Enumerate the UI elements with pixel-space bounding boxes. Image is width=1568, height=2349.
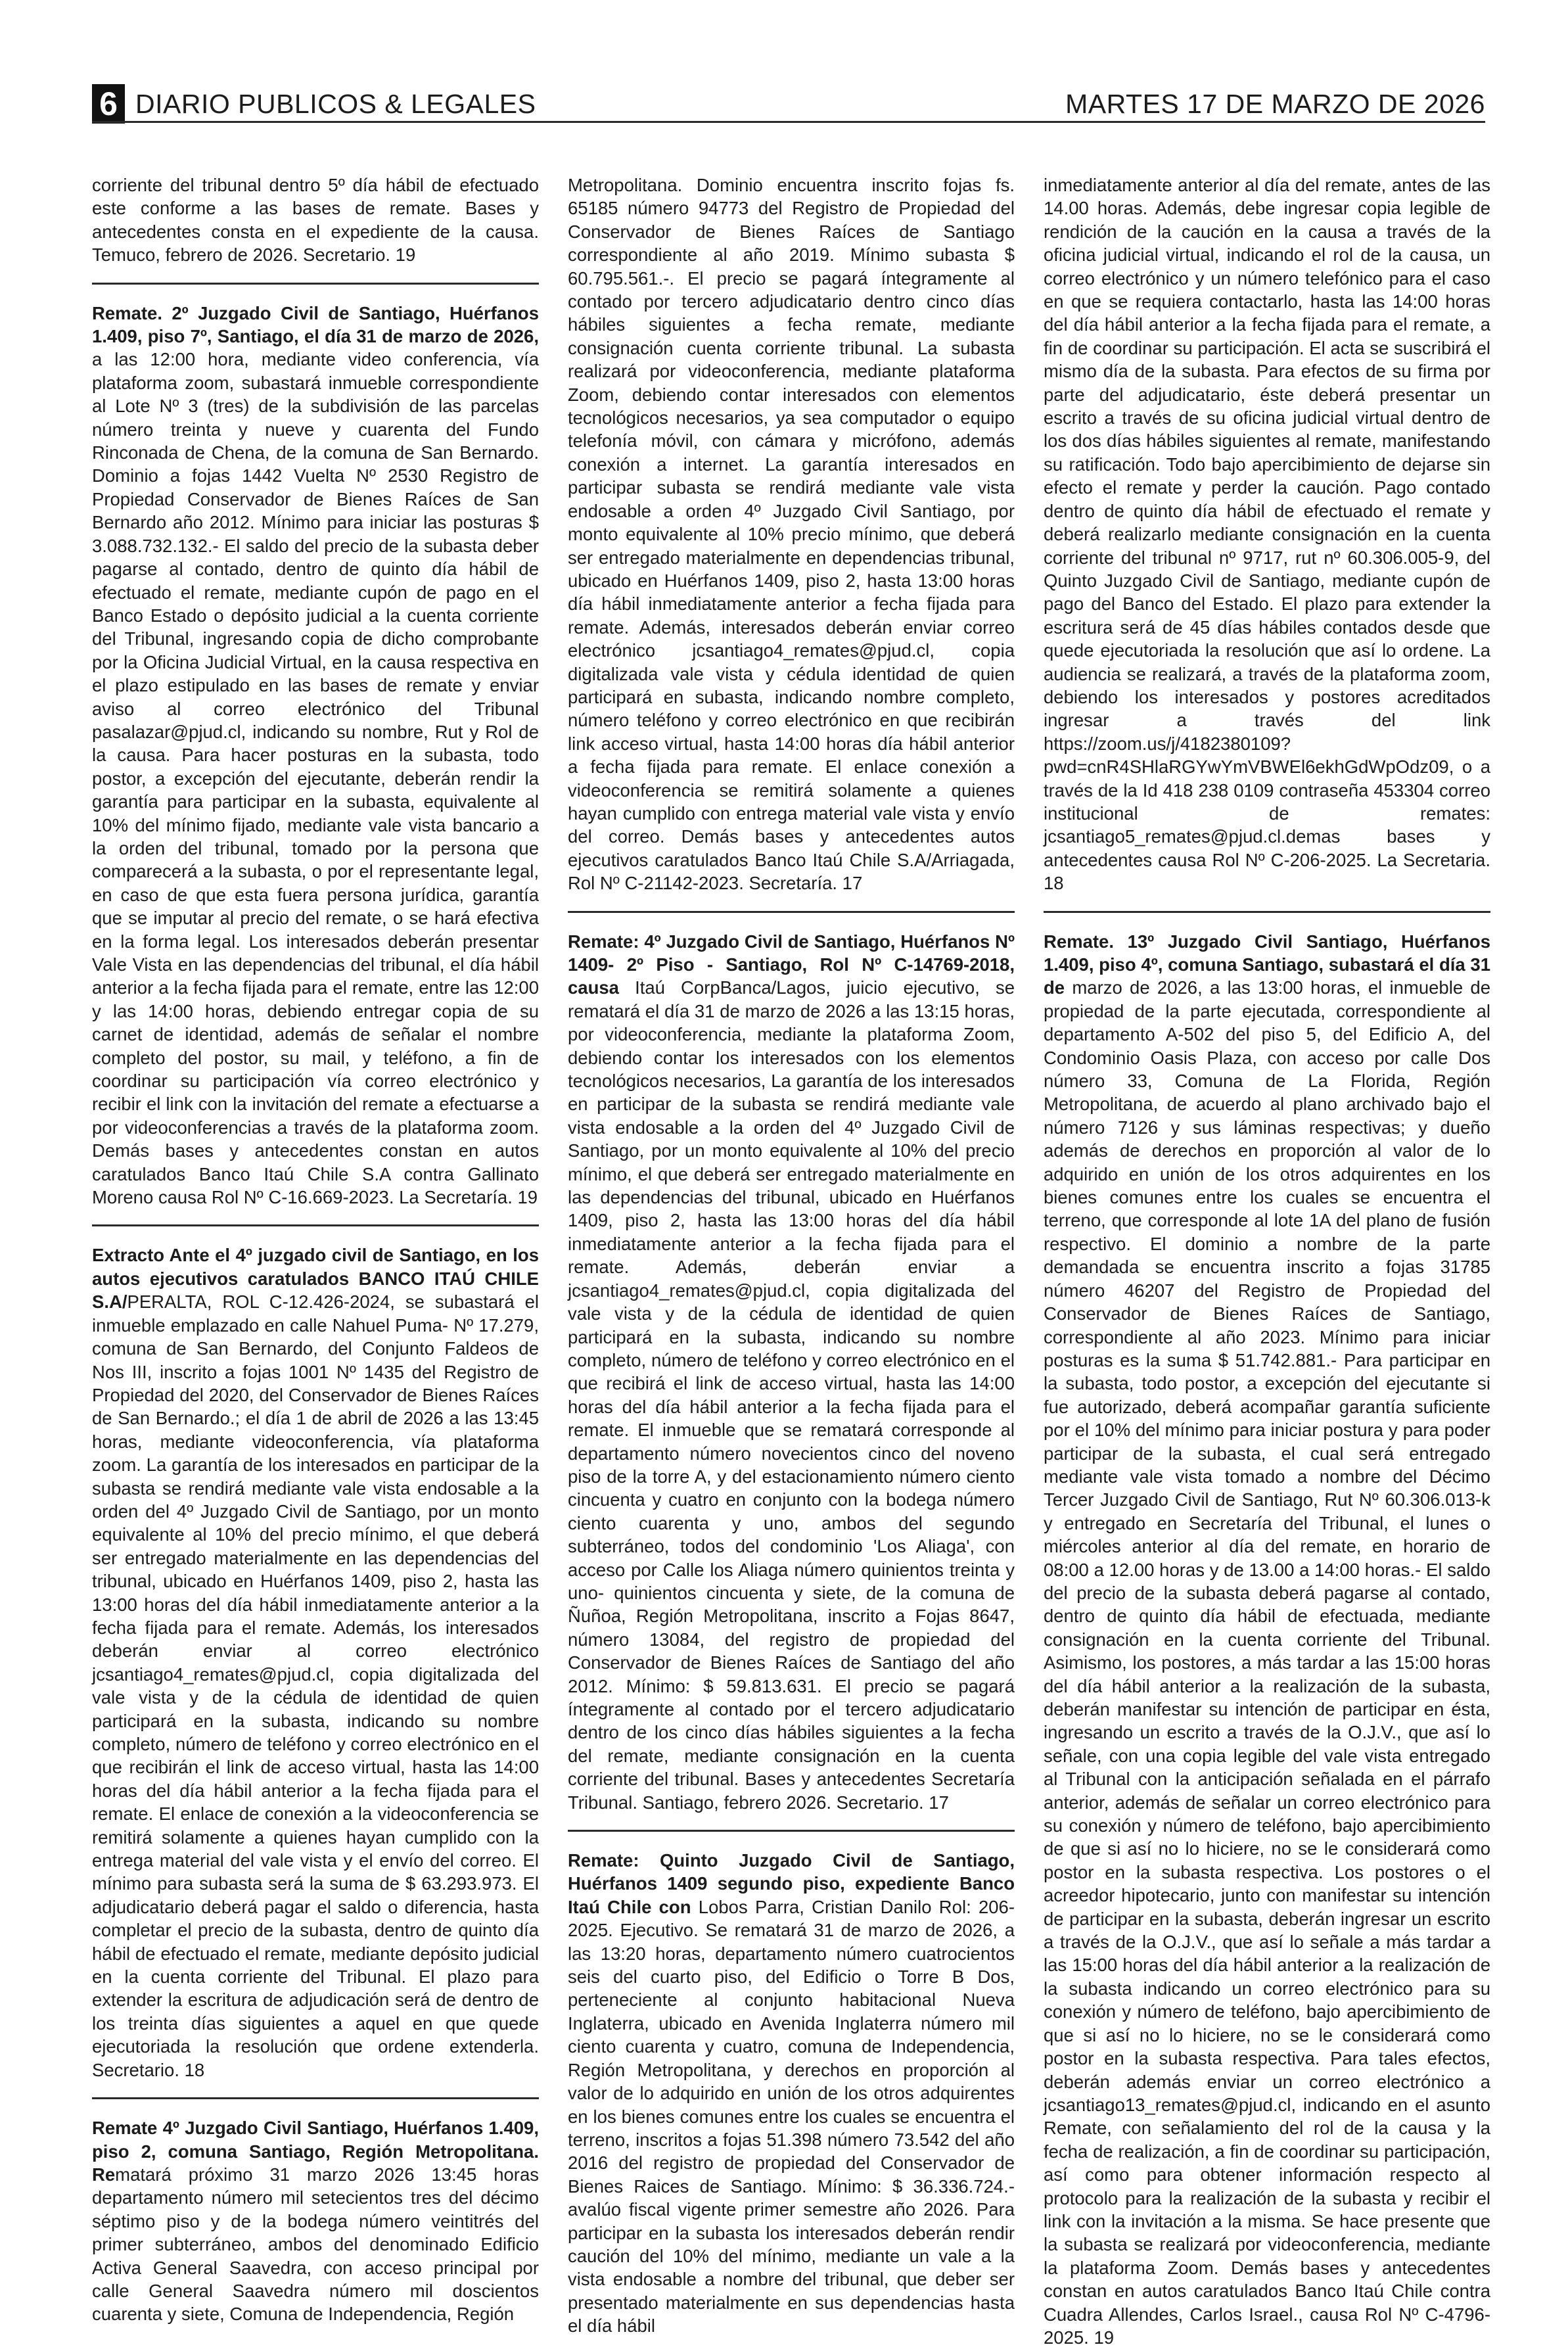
legal-notice bbox=[568, 1849, 1015, 2338]
column-1 bbox=[92, 174, 539, 2325]
notice-body: a las 12:00 hora, mediante video conferencia, vía plataforma zoom, subastará inmueble correspondiente al Lote Nº 3 (tres) de la subdivisión de las parcelas número treinta y nueve y cuarenta del Fundo Rinconada de Chena, de la comuna de San Bernardo. Dominio a fojas 1442 Vuelta Nº 2530 Registro de Propiedad Conservador de Bienes Raíces de San Bernardo año 2012. Mínimo para iniciar las posturas $ 3.088.732.132.- El saldo del precio de la subasta deber pagarse al contado, dentro de quinto día hábil de efectuado el remate, mediante cupón de pago en el Banco Estado o depósito judicial a la cuenta corriente del Tribunal, ingresando copia de dicho comprobante por la Oficina Judicial Virtual, en la causa respectiva en el plazo estipulado en las bases de remate y enviar aviso al correo electrónico del Tribunal pasalazar@pjud.cl, indicando su nombre, Rut y Rol de la causa. Para hacer posturas en la subasta, todo postor, a excepción del ejecutante, deberán rendir la garantía para participar en la subasta, equivalente al 10% del mínimo fijado, mediante vale vista bancario a la orden del tribunal, tomado por la persona que comparecerá a la subasta, o por el representante legal, en caso de que esta fuera persona jurídica, garantía que se imputar al precio del remate, o se hará efectiva en la forma legal. Los interesados deberán presentar Vale Vista en las dependencias del tribunal, el día hábil anterior a la fecha fijada para el remate, entre las 12:00 y las 14:00 horas, debiendo entregar copia de su carnet de identidad, además de señalar el nombre completo del postor, su mail, y teléfono, a fin de coordinar su participación vía correo electrónico y recibir el link con la invitación del remate a efectuarse a por videoconferencias a través de la plataforma zoom. Demás bases y antecedentes constan en autos caratulados Banco Itaú Chile S.A contra Gallinato Moreno causa Rol Nº C-16.669-2023. La Secretaría. 19 bbox=[92, 349, 539, 1208]
notice-heading: Remate: Quinto Juzgado Civil de Santiago, Huérfanos 1409 segundo piso, expediente Banco Itaú Chile con bbox=[568, 1850, 1015, 1917]
legal-notice bbox=[1044, 930, 1490, 2349]
legal-notice bbox=[1044, 174, 1490, 895]
legal-notice bbox=[92, 1244, 539, 2082]
legal-notice bbox=[92, 174, 539, 267]
legal-notice bbox=[568, 930, 1015, 1814]
notice-heading: Remate. 13º Juzgado Civil Santiago, Huérfanos 1.409, piso 4º, comuna Santiago, subastará el día 31 de bbox=[1044, 931, 1490, 998]
notice-body: Lobos Parra, Cristian Danilo Rol: 206-2025. Ejecutivo. Se rematará 31 de marzo de 2026, a las 13:20 horas, departamento número cuatrocientos seis del cuarto piso, del Edificio o Torre B Dos, perteneciente al conjunto habitacional Nueva Inglaterra, ubicado en Avenida Inglaterra número mil ciento cuarenta y cuatro, comuna de Independencia, Región Metropolitana, y derechos en proporción al valor de lo adquirido en unión de los otros adquirentes en los bienes comunes entre los cuales se encuentra el terreno, inscritos a fojas 51.398 número 73.542 del año 2016 del registro de propiedad del Conservador de Bienes Raices de Santiago. Mínimo: $ 36.336.724.- avalúo fiscal vigente primer semestre año 2026. Para participar en la subasta los interesados deberán rendir caución del 10% del mínimo, mediante un vale a la vista endosable a nombre del tribunal, que deber ser presentado materialmente en sus dependencias hasta el día hábil bbox=[568, 1896, 1015, 2337]
notice-body: marzo de 2026, a las 13:00 horas, el inmueble de propiedad de la parte ejecutada, correspondiente al departamento A-502 del piso 5, del Edificio A, del Condominio Oasis Plaza, con acceso por calle Dos número 33, Comuna de La Florida, Región Metropolitana, de acuerdo al plano archivado bajo el número 7126 y sus láminas respectivas; y dueño además de derechos en proporción al valor de lo adquirido en unión de los otros adquirentes en los bienes comunes entre los cuales se encuentra el terreno, que corresponde al lote 1A del plano de fusión respectivo. El dominio a nombre de la parte demandada se encuentra inscrito a fojas 31785 número 46207 del Registro de Propiedad del Conservador de Bienes Raíces de Santiago, correspondiente al año 2023. Mínimo para iniciar posturas es la suma $ 51.742.881.- Para participar en la subasta, todo postor, a excepción del ejecutante si fue autorizado, deberá acompañar garantía suficiente por el 10% del mínimo para iniciar postura y para poder participar de la subasta, el cual será entregado mediante vale vista tomado a nombre del Décimo Tercer Juzgado Civil de Santiago, Rut Nº 60.306.013-k y entregado en Secretaría del Tribunal, el lunes o miércoles anterior al día del remate, en horario de 08:00 a 12.00 horas y de 13.00 a 14:00 horas.- El saldo del precio de la subasta deberá pagarse al contado, dentro de quinto día hábil de efectuada, mediante consignación en la cuenta corriente del Tribunal. Asimismo, los postores, a más tardar a las 15:00 horas del día hábil anterior a la realización de la subasta, deberán manifestar su intención de participar en ésta, ingresando un escrito a través de la O.J.V., que así lo señale, con una copia legible del vale vista entregado al Tribunal con la anticipación señalada en el párrafo anterior, además de señalar un correo electrónico para su conexión y número de teléfono, bajo apercibimiento de que si así no lo hiciere, no se le considerará como postor en la subasta respectiva. Los postores o el acreedor hipotecario, junto con manifestar su intención de participar en la subasta, deberán ingresar un escrito a través de la O.J.V., que así lo señale a más tardar a las 15:00 horas del día hábil anterior a la realización de la subasta indicando un correo electrónico para su conexión y número de teléfono, bajo apercibimiento de que si así no lo hiciere, no se le considerará como postor en la subasta respectiva. Para tales efectos, deberán además enviar un correo electrónico a jcsantiago13_remates@pjud.cl, indicando en el asunto Remate, con señalamiento del rol de la causa y la fecha de realización, a fin de coordinar su participación, así como para obtener información respecto al protocolo para la realización de la subasta y recibir el link con la invitación a la misma. Se hace presente que la subasta se realizará por videoconferencia, mediante la plataforma Zoom. Demás bases y antecedentes constan en autos caratulados Banco Itaú Chile contra Cuadra Allendes, Carlos Israel., causa Rol Nº C-4796-2025. 19 bbox=[1044, 977, 1490, 2348]
notice-divider bbox=[568, 911, 1015, 913]
notice-divider bbox=[1044, 911, 1490, 913]
legal-notice bbox=[92, 302, 539, 1209]
page-header bbox=[92, 84, 1485, 121]
legal-notice bbox=[568, 174, 1015, 895]
legal-notice bbox=[92, 2116, 539, 2326]
notice-body: Metropolitana. Dominio encuentra inscrito fojas fs. 65185 número 94773 del Registro de Propiedad del Conservador de Bienes Raíces de Santiago correspondiente al año 2019. Mínimo subasta $ 60.795.561.-. El precio se pagará íntegramente al contado por tercero adjudicatario dentro cinco días hábiles siguientes a fecha remate, mediante consignación cuenta corriente tribunal. La subasta realizará por videoconferencia, mediante plataforma Zoom, debiendo contar interesados con elementos tecnológicos necesarios, ya sea computador o equipo telefonía móvil, con cámara y micrófono, además conexión a internet. La garantía interesados en participar subasta se rendirá mediante vale vista endosable a orden 4º Juzgado Civil Santiago, por monto equivalente al 10% precio mínimo, que deberá ser entregado materialmente en dependencias tribunal, ubicado en Huérfanos 1409, piso 2, hasta 13:00 horas día hábil inmediatamente anterior a fecha fijada para remate. Además, interesados deberán enviar correo electrónico jcsantiago4_remates@pjud.cl, copia digitalizada vale vista y cédula identidad de quien participará en subasta, indicando nombre completo, número teléfono y correo electrónico en que recibirán link acceso virtual, hasta 14:00 horas día hábil anterior a fecha fijada para remate. El enlace conexión a videoconferencia se remitirá solamente a quienes hayan cumplido con entrega material vale vista y envío del correo. Demás bases y antecedentes autos ejecutivos caratulados Banco Itaú Chile S.A/Arriagada, Rol Nº C-21142-2023. Secretaría. 17 bbox=[568, 175, 1015, 894]
notice-divider bbox=[92, 283, 539, 285]
notice-body: corriente del tribunal dentro 5º día hábil de efectuado este conforme a las bases de remate. Bases y antecedentes consta en el expediente de la causa. Temuco, febrero de 2026. Secretario. 19 bbox=[92, 175, 539, 266]
page-number-badge: 6 bbox=[92, 84, 125, 124]
notice-body: Itaú CorpBanca/Lagos, juicio ejecutivo, se rematará el día 31 de marzo de 2026 a las 13:15 horas, por videoconferencia, mediante la plataforma Zoom, debiendo contar los interesados con los elementos tecnológicos necesarios, La garantía de los interesados en participar de la subasta se rendirá mediante vale vista endosable a la orden del 4º Juzgado Civil de Santiago, por un monto equivalente al 10% del precio mínimo, el que deberá ser entregado materialmente en las dependencias del tribunal, ubicado en Huérfanos 1409, piso 2, hasta las 13:00 horas del día hábil inmediatamente anterior a la fecha fijada para el remate. Además, deberán enviar a jcsantiago4_remates@pjud.cl, copia digitalizada del vale vista y de la cédula de identidad de quien participará en la subasta, indicando su nombre completo, número de teléfono y correo electrónico en el que recibirá el link de acceso virtual, hasta las 14:00 horas del día hábil anterior a la fecha fijada para el remate. El inmueble que se rematará corresponde al departamento número novecientos cinco del noveno piso de la torre A, y del estacionamiento número ciento cincuenta y cuatro en conjunto con la bodega número ciento cuarenta y uno, ambos del segundo subterráneo, todos del condominio 'Los Aliaga', con acceso por Calle los Aliaga número quinientos treinta y uno- quinientos cincuenta y siete, de la comuna de Ñuñoa, Región Metropolitana, inscrito a Fojas 8647, número 13084, del registro de propiedad del Conservador de Bienes Raíces de Santiago del año 2012. Mínimo: $ 59.813.631. El precio se pagará íntegramente al contado por el tercero adjudicatario dentro de los cinco días hábiles siguientes a la fecha del remate, mediante consignación en la cuenta corriente del tribunal. Bases y antecedentes Secretaría Tribunal. Santiago, febrero 2026. Secretario. 17 bbox=[568, 977, 1015, 1813]
column-3 bbox=[1044, 174, 1490, 2348]
notice-heading: Remate: 4º Juzgado Civil de Santiago, Huérfanos Nº 1409- 2º Piso - Santiago, Rol Nº C-14769-2018, causa bbox=[568, 931, 1015, 998]
column-2 bbox=[568, 174, 1015, 2337]
notice-divider bbox=[92, 1224, 539, 1226]
publication-date: MARTES 17 DE MARZO DE 2026 bbox=[1065, 89, 1485, 119]
notice-body: matará próximo 31 marzo 2026 13:45 horas departamento número mil setecientos tres del décimo séptimo piso y de la bodega número veintitrés del primer subterráneo, ambos del denominado Edificio Activa General Saavedra, con acceso principal por calle General Saavedra número mil doscientos cuarenta y siete, Comuna de Independencia, Región bbox=[92, 2164, 539, 2325]
header-divider bbox=[92, 121, 1485, 123]
notice-body: inmediatamente anterior al día del remate, antes de las 14.00 horas. Además, debe ingresar copia legible de rendición de la caución en la causa a través de la oficina judicial virtual, indicando el rol de la causa, un correo electrónico y un número telefónico para el caso en que se requiera contactarlo, hasta las 14:00 horas del día hábil anterior a la fecha fijada para el remate, a fin de coordinar su participación. El acta se suscribirá el mismo día de la subasta. Para efectos de su firma por parte del adjudicatario, éste deberá presentar un escrito a través de su oficina judicial virtual dentro de los dos días hábiles siguientes al remate, manifestando su ratificación. Todo bajo apercibimiento de dejarse sin efecto el remate y perder la caución. Pago contado dentro de quinto día hábil de efectuado el remate y deberá realizarlo mediante consignación en la cuenta corriente del tribunal nº 9717, rut nº 60.306.005-9, del Quinto Juzgado Civil de Santiago, mediante cupón de pago del Banco del Estado. El plazo para extender la escritura será de 45 días hábiles contados desde que quede ejecutoriada la resolución que así lo ordene. La audiencia se realizará, a través de la plataforma zoom, debiendo los interesados y postores acreditados ingresar a través del link https://zoom.us/j/4182380109?pwd=cnR4SHlaRGYwYmVBWEl6ekhGdWpOdz09, o a través de la Id 418 238 0109 contraseña 453304 correo institucional de remates: jcsantiago5_remates@pjud.cl.demas bases y antecedentes causa Rol Nº C-206-2025. La Secretaria. 18 bbox=[1044, 175, 1490, 894]
notice-heading: Extracto Ante el 4º juzgado civil de Santiago, en los autos ejecutivos caratulados BANCO ITAÚ CHILE S.A/ bbox=[92, 1245, 539, 1313]
notice-heading: Remate 4º Juzgado Civil Santiago, Huérfanos 1.409, piso 2, comuna Santiago, Región Metropolitana. Re bbox=[92, 2118, 539, 2185]
notice-divider bbox=[568, 1830, 1015, 1832]
notice-body: PERALTA, ROL C-12.426-2024, se subastará el inmueble emplazado en calle Nahuel Puma- Nº 17.279, comuna de San Bernardo, del Conjunto Faldeos de Nos III, inscrito a fojas 1001 Nº 1435 del Registro de Propiedad del 2020, del Conservador de Bienes Raíces de San Bernardo.; el día 1 de abril de 2026 a las 13:45 horas, mediante videoconferencia, vía plataforma zoom. La garantía de los interesados en participar de la subasta se rendirá mediante vale vista endosable a la orden del 4º Juzgado Civil de Santiago, por un monto equivalente al 10% del precio mínimo, el que deberá ser entregado materialmente en las dependencias del tribunal, ubicado en Huérfanos 1409, piso 2, hasta las 13:00 horas del día hábil inmediatamente anterior a la fecha fijada para el remate. Además, los interesados deberán enviar al correo electrónico jcsantiago4_remates@pjud.cl, copia digitalizada del vale vista y de la cédula de identidad de quien participará en la subasta, indicando su nombre completo, número de teléfono y correo electrónico en el que recibirán el link de acceso virtual, hasta las 14:00 horas del día hábil anterior a la fecha fijada para el remate. El enlace de conexión a la videoconferencia se remitirá solamente a quienes hayan cumplido con la entrega material del vale vista y el envío del correo. El mínimo para subasta será la suma de $ 63.293.973. El adjudicatario deberá pagar el saldo o diferencia, hasta completar el precio de la subasta, dentro de quinto día hábil de efectuado el remate, mediante depósito judicial en la cuenta corriente del Tribunal. El plazo para extender la escritura de adjudicación será de dentro de los treinta días siguientes a aquel en que quede ejecutoriada la resolución que ordene extenderla. Secretario. 18 bbox=[92, 1291, 539, 2080]
publication-title: DIARIO PUBLICOS & LEGALES bbox=[135, 89, 536, 119]
notice-heading: Remate. 2º Juzgado Civil de Santiago, Huérfanos 1.409, piso 7º, Santiago, el día 31 de marzo de 2026, bbox=[92, 302, 539, 347]
notice-divider bbox=[92, 2097, 539, 2099]
